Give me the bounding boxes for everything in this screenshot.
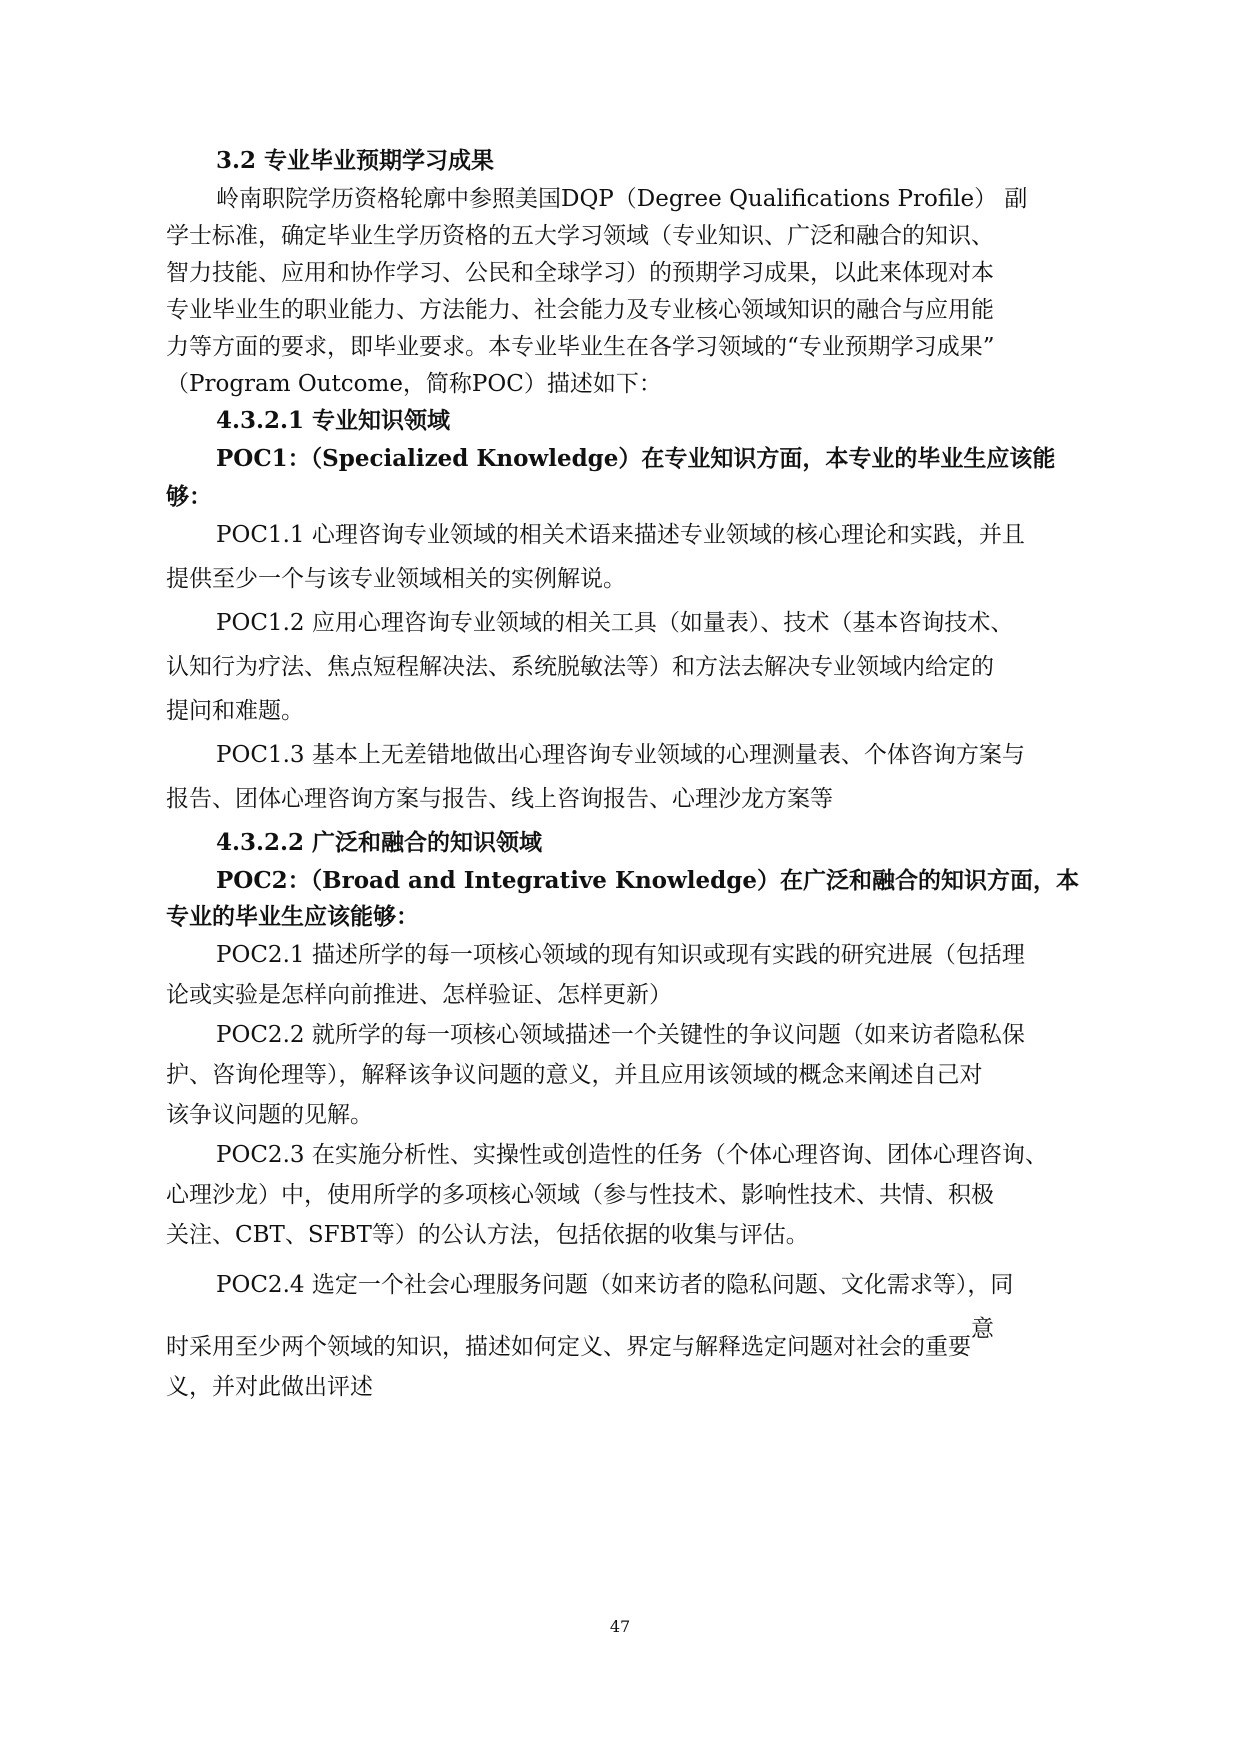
poc2-4-line-2-text: 时采用至少两个领域的知识，描述如何定义、界定与解释选定问题对社会的重要 xyxy=(166,1334,971,1360)
poc2-1-line-2: 论或实验是怎样向前推进、怎样验证、怎样更新） xyxy=(166,982,672,1008)
page-number: 47 xyxy=(609,1617,631,1636)
poc1-3-line-2: 报告、团体心理咨询方案与报告、线上咨询报告、心理沙龙方案等 xyxy=(166,786,833,812)
poc2-4-line-1: POC2.4 选定一个社会心理服务问题（如来访者的隐私问题、文化需求等），同 xyxy=(216,1272,1014,1298)
intro-line-1: 岭南职院学历资格轮廓中参照美国DQP（Degree Qualifications Profile） 副 xyxy=(216,186,1028,212)
section-heading: 3.2 专业毕业预期学习成果 xyxy=(216,147,495,174)
poc2-3-line-1: POC2.3 在实施分析性、实操性或创造性的任务（个体心理咨询、团体心理咨询、 xyxy=(216,1142,1048,1168)
domain2-heading: 4.3.2.2 广泛和融合的知识领域 xyxy=(216,829,543,856)
intro-line-4: 专业毕业生的职业能力、方法能力、社会能力及专业核心领域知识的融合与应用能 xyxy=(166,297,994,323)
poc1-2-line-3: 提问和难题。 xyxy=(166,698,304,724)
poc2-2-line-2: 护、咨询伦理等），解释该争议问题的意义，并且应用该领域的概念来阐述自己对 xyxy=(166,1062,983,1088)
intro-line-6: （Program Outcome，简称POC）描述如下： xyxy=(166,371,662,397)
poc2-2-line-1: POC2.2 就所学的每一项核心领域描述一个关键性的争议问题（如来访者隐私保 xyxy=(216,1022,1025,1048)
poc2-3-line-2: 心理沙龙）中，使用所学的多项核心领域（参与性技术、影响性技术、共情、积极 xyxy=(166,1182,994,1208)
poc2-2-line-3: 该争议问题的见解。 xyxy=(166,1102,373,1128)
poc2-4-raised-char: 意 xyxy=(971,1316,994,1342)
poc1-3-line-1: POC1.3 基本上无差错地做出心理咨询专业领域的心理测量表、个体咨询方案与 xyxy=(216,742,1025,768)
intro-line-3: 智力技能、应用和协作学习、公民和全球学习）的预期学习成果，以此来体现对本 xyxy=(166,260,994,286)
poc1-line-1: POC1：（Specialized Knowledge）在专业知识方面，本专业的毕业生应该能 xyxy=(216,445,1056,472)
poc1-2-line-2: 认知行为疗法、焦点短程解决法、系统脱敏法等）和方法去解决专业领域内给定的 xyxy=(166,654,994,680)
poc2-4-line-2 xyxy=(166,1316,994,1362)
poc1-line-2: 够： xyxy=(166,483,212,510)
poc1-1-line-2: 提供至少一个与该专业领域相关的实例解说。 xyxy=(166,566,626,592)
intro-line-2: 学士标准，确定毕业生学历资格的五大学习领域（专业知识、广泛和融合的知识、 xyxy=(166,223,994,249)
domain1-heading: 4.3.2.1 专业知识领域 xyxy=(216,407,451,434)
poc2-1-line-1: POC2.1 描述所学的每一项核心领域的现有知识或现有实践的研究进展（包括理 xyxy=(216,942,1025,968)
poc1-1-line-1: POC1.1 心理咨询专业领域的相关术语来描述专业领域的核心理论和实践，并且 xyxy=(216,522,1025,548)
poc2-4-line-3: 义，并对此做出评述 xyxy=(166,1374,373,1400)
poc1-2-line-1: POC1.2 应用心理咨询专业领域的相关工具（如量表）、技术（基本咨询技术、 xyxy=(216,610,1014,636)
poc2-line-1: POC2：（Broad and Integrative Knowledge）在广泛和融合的知识方面，本 xyxy=(216,867,1079,894)
poc2-line-2: 专业的毕业生应该能够： xyxy=(166,903,419,930)
poc2-3-line-3: 关注、CBT、SFBT等）的公认方法，包括依据的收集与评估。 xyxy=(166,1222,809,1248)
intro-line-5: 力等方面的要求，即毕业要求。本专业毕业生在各学习领域的“专业预期学习成果” xyxy=(166,334,995,360)
